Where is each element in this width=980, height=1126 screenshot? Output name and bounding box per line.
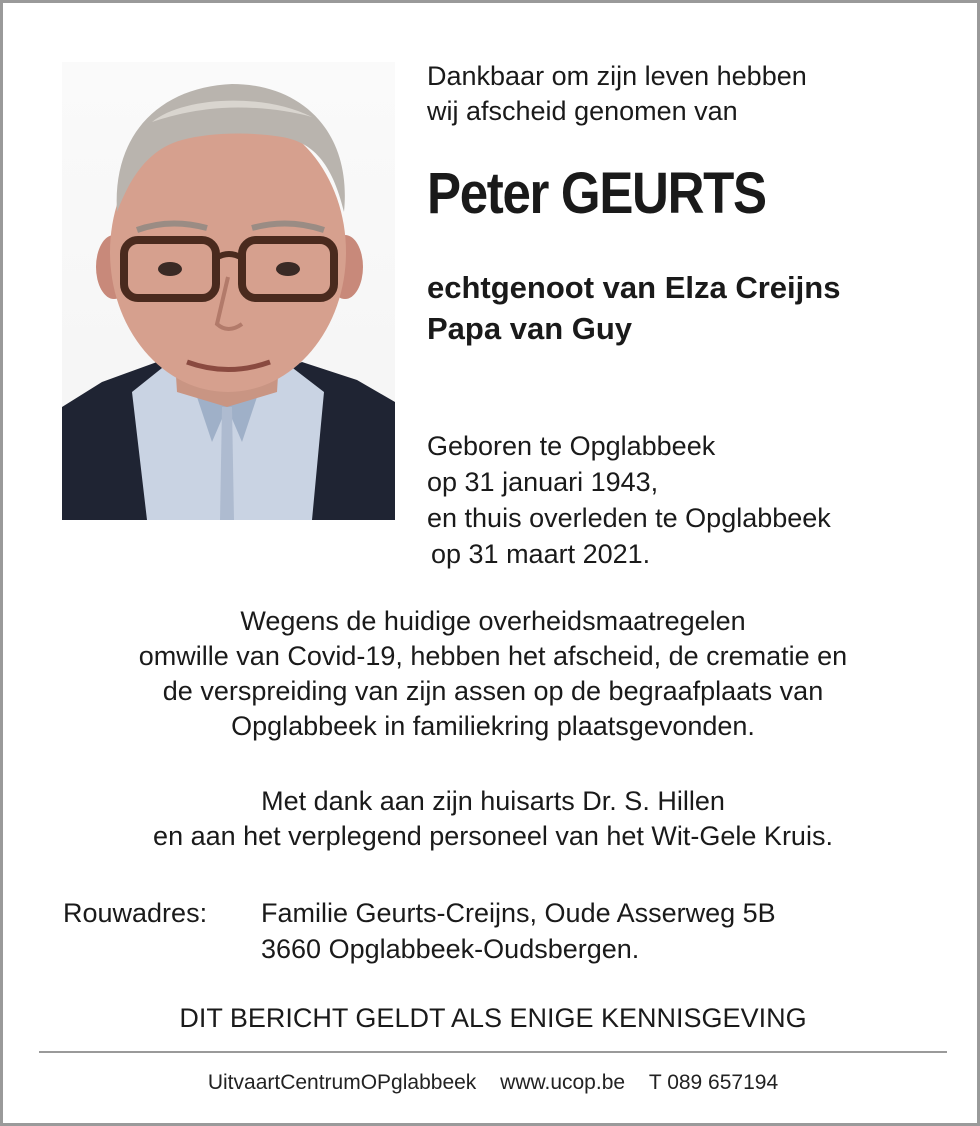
thanks-line: Met dank aan zijn huisarts Dr. S. Hillen [261, 786, 725, 816]
thanks-text [3, 784, 980, 854]
thanks-line: en aan het verplegend personeel van het Wit-Gele Kruis. [153, 821, 833, 851]
divider [39, 1051, 947, 1053]
relations [427, 267, 840, 349]
covid-line: Wegens de huidige overheidsmaatregelen [240, 606, 746, 636]
covid-line: de verspreiding van zijn assen op de begraafplaats van [162, 676, 824, 706]
address-line: Familie Geurts-Creijns, Oude Asserweg 5B [261, 898, 776, 928]
footer-phone: T 089 657194 [648, 1071, 779, 1094]
address-line: 3660 Opglabbeek-Oudsbergen. [261, 934, 640, 964]
portrait-illustration [62, 62, 395, 520]
spouse-line: echtgenoot van Elza Creijns [427, 270, 841, 305]
birth-place: Geboren te Opglabbeek [427, 431, 716, 461]
footer [3, 1069, 980, 1097]
intro-line: wij afscheid genomen van [427, 96, 738, 126]
footer-website[interactable]: www.ucop.be [500, 1071, 626, 1094]
address-value [261, 895, 776, 967]
sole-notice: DIT BERICHT GELDT ALS ENIGE KENNISGEVING [179, 1003, 807, 1033]
life-dates [427, 428, 831, 572]
covid-line: Opglabbeek in familiekring plaatsgevonden. [231, 711, 755, 741]
footer-company: UitvaartCentrumOPglabbeek [207, 1071, 477, 1094]
intro-text [427, 59, 807, 129]
intro-line: Dankbaar om zijn leven hebben [427, 61, 807, 91]
portrait-photo [62, 62, 395, 520]
death-date: op 31 maart 2021. [431, 539, 651, 569]
death-place: en thuis overleden te Opglabbeek [427, 503, 831, 533]
child-line: Papa van Guy [427, 311, 633, 346]
address-label: Rouwadres: [63, 898, 208, 928]
covid-notice [3, 604, 980, 744]
covid-line: omwille van Covid-19, hebben het afscheid, de crematie en [138, 641, 848, 671]
deceased-name: Peter GEURTS [427, 161, 766, 226]
birth-date: op 31 januari 1943, [427, 467, 659, 497]
